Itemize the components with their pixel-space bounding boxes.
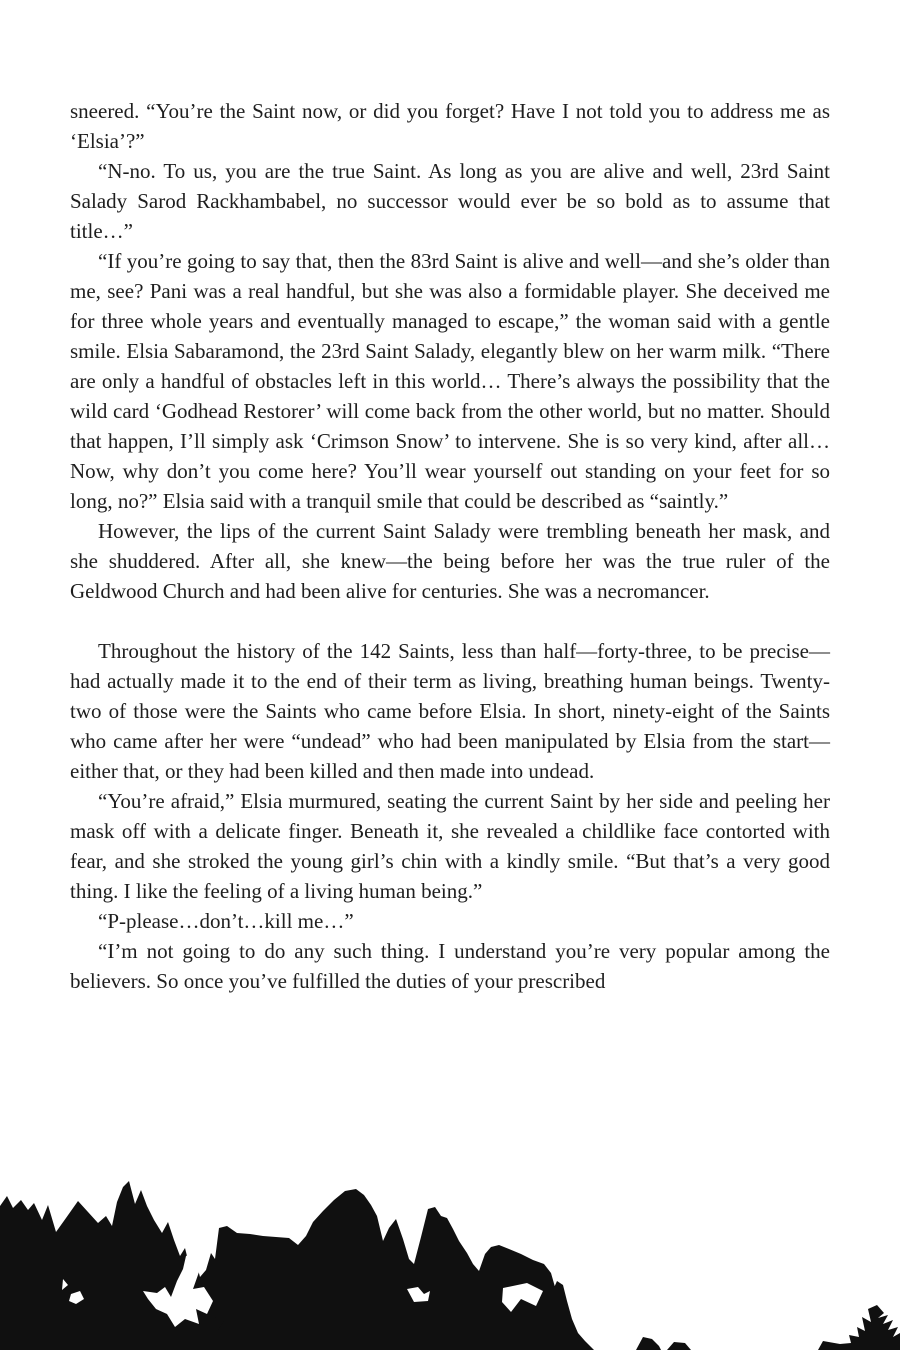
- paragraph: Throughout the history of the 142 Saints, less than half—forty-three, to be precise—had actually made it to the end of their term as living, breathing human beings. Twenty-two of those were the Saints who came before Elsia. In short, ninety-eight of the Saints who came after her were “undead” who had been manipulated by Elsia from the start—either that, or they had been killed and then made into undead.: [70, 639, 830, 783]
- paragraph: “You’re afraid,” Elsia murmured, seating the current Saint by her side and peeling her mask off with a delicate finger. Beneath it, she revealed a childlike face contorted with fear, and she stroked the young girl’s chin with a kindly smile. “But that’s a very good thing. I like the feeling of a living human being.”: [70, 789, 830, 903]
- ink-main-shape: [0, 1181, 594, 1350]
- ink-fragment: [667, 1342, 691, 1350]
- paragraph: “N-no. To us, you are the true Saint. As long as you are alive and well, 23rd Saint Salady Sarod Rackhambabel, no successor would ever be so bold as to assume that title…”: [70, 159, 830, 243]
- paragraph: “I’m not going to do any such thing. I understand you’re very popular among the believers. So once you’ve fulfilled the duties of your prescribed: [70, 939, 830, 993]
- paragraph: “P-please…don’t…kill me…”: [98, 909, 354, 933]
- body-text: [70, 96, 830, 996]
- paragraph: sneered. “You’re the Saint now, or did you forget? Have I not told you to address me as ‘Elsia’?”: [70, 99, 830, 153]
- ink-corner-fragment: [818, 1305, 900, 1350]
- ink-splatter-graphic: [0, 1160, 900, 1350]
- ink-fragment: [636, 1337, 661, 1350]
- paragraph: However, the lips of the current Saint Salady were trembling beneath her mask, and she shuddered. After all, she knew—the being before her was the true ruler of the Geldwood Church and had been alive for centuries. She was a necromancer.: [70, 519, 830, 603]
- paragraph: “If you’re going to say that, then the 83rd Saint is alive and well—and she’s older than me, see? Pani was a real handful, but she was also a formidable player. She deceived me for three whole years and eventually managed to escape,” the woman said with a gentle smile. Elsia Sabaramond, the 23rd Saint Salady, elegantly blew on her warm milk. “There are only a handful of obstacles left in this world… There’s always the possibility that the wild card ‘Godhead Restorer’ will come back from the other world, but no matter. Should that happen, I’ll simply ask ‘Crimson Snow’ to intervene. She is so very kind, after all… Now, why don’t you come here? You’ll wear yourself out standing on your feet for so long, no?” Elsia said with a tranquil smile that could be described as “saintly.”: [70, 249, 830, 513]
